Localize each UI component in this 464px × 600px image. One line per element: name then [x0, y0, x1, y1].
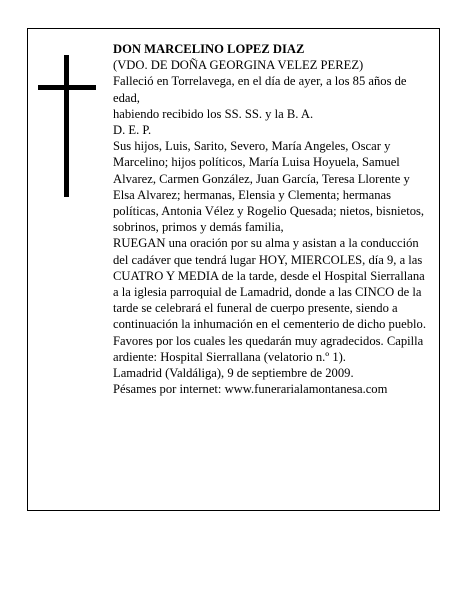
obituary-text	[113, 41, 428, 397]
request-text-4: de la tarde se celebrará el funeral de cuerpo presente, siendo a continuación la inhumación en el cementerio de dicho pueblo. Favores por los cuales les quedarán muy agradecidos. Capilla ardiente: Hospital Sierrallana (velatorio n.º 1).	[113, 285, 426, 364]
death-notice: Falleció en Torrelavega, en el día de ayer, a los 85 años de edad,	[113, 74, 407, 105]
request-funeral-time: CINCO	[355, 285, 395, 300]
cross-icon	[64, 55, 69, 197]
sacraments-line: habiendo recibido los SS. SS. y la B. A.	[113, 106, 314, 121]
widower-of: (VDO. DE DOÑA GEORGINA VELEZ PEREZ)	[113, 58, 364, 73]
funeral-request	[113, 235, 428, 365]
request-text-2: , día 9, a las	[362, 252, 423, 267]
rip-line: D. E. P.	[113, 123, 152, 138]
request-lead: RUEGAN	[113, 236, 166, 251]
request-text-1: una oración por su alma y asistan a la conducción del cadáver que tendrá lugar	[113, 236, 419, 267]
family-list: Sus hijos, Luis, Sarito, Severo, María Angeles, Oscar y Marcelino; hijos políticos, María Luisa Hoyuela, Samuel Alvarez, Carmen González, Juan García, Teresa Llorente y Elsa Alvarez; hermanas, Elensia y Clementa; hermanas políticas, Antonia Vélez y Rogelio Quesada; nietos, bisnietos, sobrinos, primos y demás familia,	[113, 139, 425, 235]
request-time: CUATRO Y MEDIA	[113, 268, 219, 283]
place-date: Lamadrid (Valdáliga), 9 de septiembre de 2009.	[113, 366, 354, 381]
deceased-name: DON MARCELINO LOPEZ DIAZ	[113, 42, 305, 56]
request-text-3: de la tarde, desde el Hospital Sierrallana a la iglesia parroquial de Lamadrid, donde a las	[113, 268, 425, 300]
condolences-line: Pésames por internet: www.funerarialamontanesa.com	[113, 382, 388, 397]
request-hoy: HOY, MIERCOLES	[258, 252, 363, 267]
cross-icon-arm	[38, 85, 96, 90]
